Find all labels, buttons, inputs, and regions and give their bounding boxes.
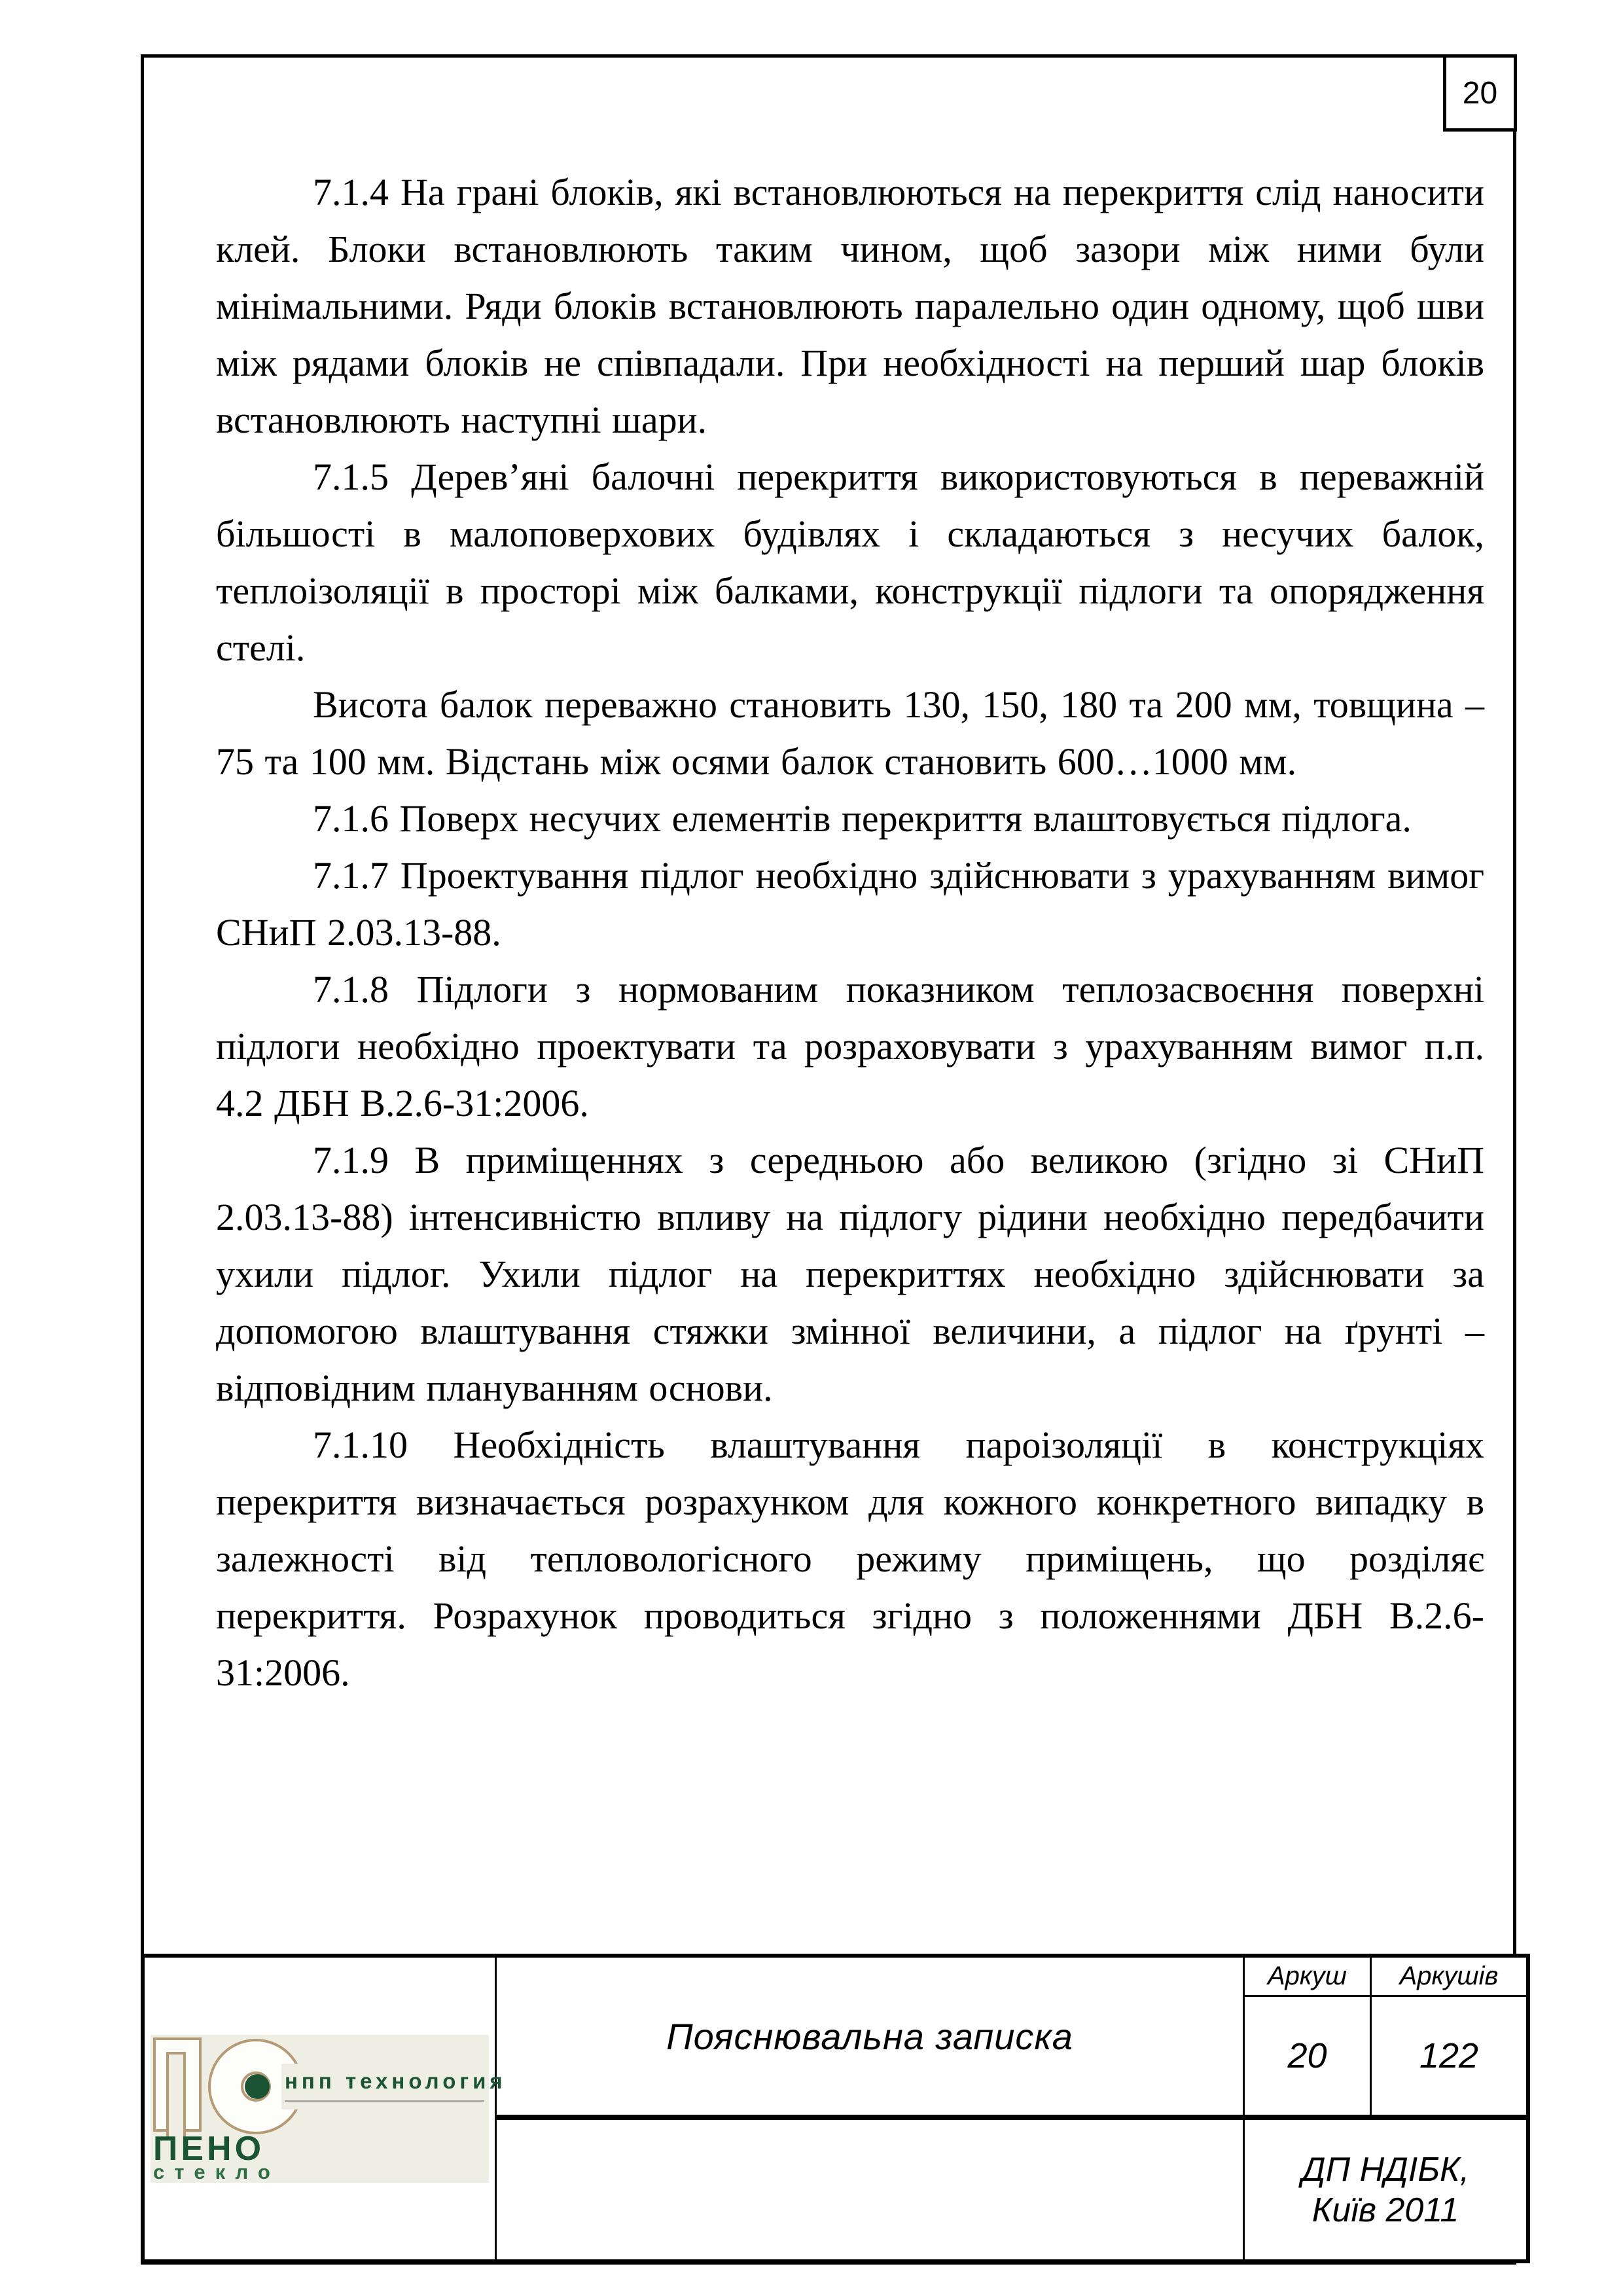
paragraph: 7.1.8 Підлоги з нормованим показником теплозасвоєння поверхні підлоги необхідно проектувати та розраховувати з урахуванням вимог п.п. 4.2 ДБН В.2.6-31:2006. <box>216 968 1484 1124</box>
logo-cell <box>143 1956 507 2261</box>
logo-brand-subname: стекло <box>153 2160 280 2183</box>
empty-cell <box>496 2117 1244 2261</box>
logo-letter-p-icon <box>153 2037 202 2132</box>
title-block-header-row <box>143 1956 1528 1996</box>
sheets-label-cell <box>1371 1956 1529 1996</box>
organization-city-year: Київ 2011 <box>1311 2191 1459 2229</box>
paragraph: 7.1.4 На грані блоків, які встановлюються на перекриття слід наносити клей. Блоки встановлюють таким чином, щоб зазори між ними були мінімальними. Ряди блоків встановлюють паралельно один одному, щоб шви між рядами блоків не співпадали. При необхідності на перший шар блоків встановлюють наступні шари. <box>216 171 1484 441</box>
paragraph: 7.1.7 Проектування підлог необхідно здійснювати з урахуванням вимог СНиП 2.03.13-88. <box>216 854 1484 954</box>
company-logo <box>151 2035 507 2183</box>
logo-company-line: нпп технология <box>285 2068 507 2093</box>
sheet-number-cell <box>1244 1996 1371 2118</box>
paragraph: 7.1.5 Дерев’яні балочні перекриття використовуються в переважній більшості в малоповерхових будівлях і складаються з несучих балок, теплоізоляції в просторі між балками, конструкції підлоги та опорядження стелі. <box>216 456 1484 669</box>
logo-green-dot-icon <box>245 2074 270 2099</box>
paragraph: 7.1.9 В приміщеннях з середньою або великою (згідно зі СНиП 2.03.13-88) інтенсивністю впливу на підлогу рідини необхідно передбачити ухили підлог. Ухили підлог на перекриттях необхідно здійснювати за допомогою влаштування стяжки змінної величини, а підлог на ґрунті – відповідним плануванням основи. <box>216 1139 1484 1409</box>
document-body <box>216 164 1484 1701</box>
sheet-number: 20 <box>1287 2036 1327 2075</box>
logo-underline <box>285 2100 484 2102</box>
sheets-total-cell <box>1371 1996 1529 2118</box>
document-title: Пояснювальна записка <box>666 2015 1073 2057</box>
logo-brand-name: ПЕНО <box>153 2129 265 2168</box>
logo-ps-icon <box>153 2037 284 2136</box>
sheet-label-cell <box>1244 1956 1371 1996</box>
paragraph: Висота балок переважно становить 130, 150, 180 та 200 мм, товщина – 75 та 100 мм. Відстань між осями балок становить 600…1000 мм. <box>216 683 1484 783</box>
organization-cell <box>1244 2117 1529 2261</box>
document-title-cell <box>496 1956 1244 2117</box>
page-number: 20 <box>1462 75 1498 111</box>
page-number-box <box>1443 54 1517 132</box>
sheets-total: 122 <box>1419 2036 1479 2075</box>
organization-name: ДП НДІБК, <box>1301 2150 1470 2189</box>
paragraph: 7.1.6 Поверх несучих елементів перекриття влаштовується підлога. <box>313 797 1412 840</box>
sheets-label: Аркушів <box>1399 1962 1499 1990</box>
paragraph: 7.1.10 Необхідність влаштування пароізоляції в конструкціях перекриття визначається розрахунком для кожного конкретного випадку в залежності від тепловологісного режиму приміщень, що розділяє перекриття. Розрахунок проводиться згідно з положеннями ДБН В.2.6-31:2006. <box>216 1424 1484 1694</box>
sheet-label: Аркуш <box>1267 1962 1347 1990</box>
title-block <box>141 1954 1530 2263</box>
